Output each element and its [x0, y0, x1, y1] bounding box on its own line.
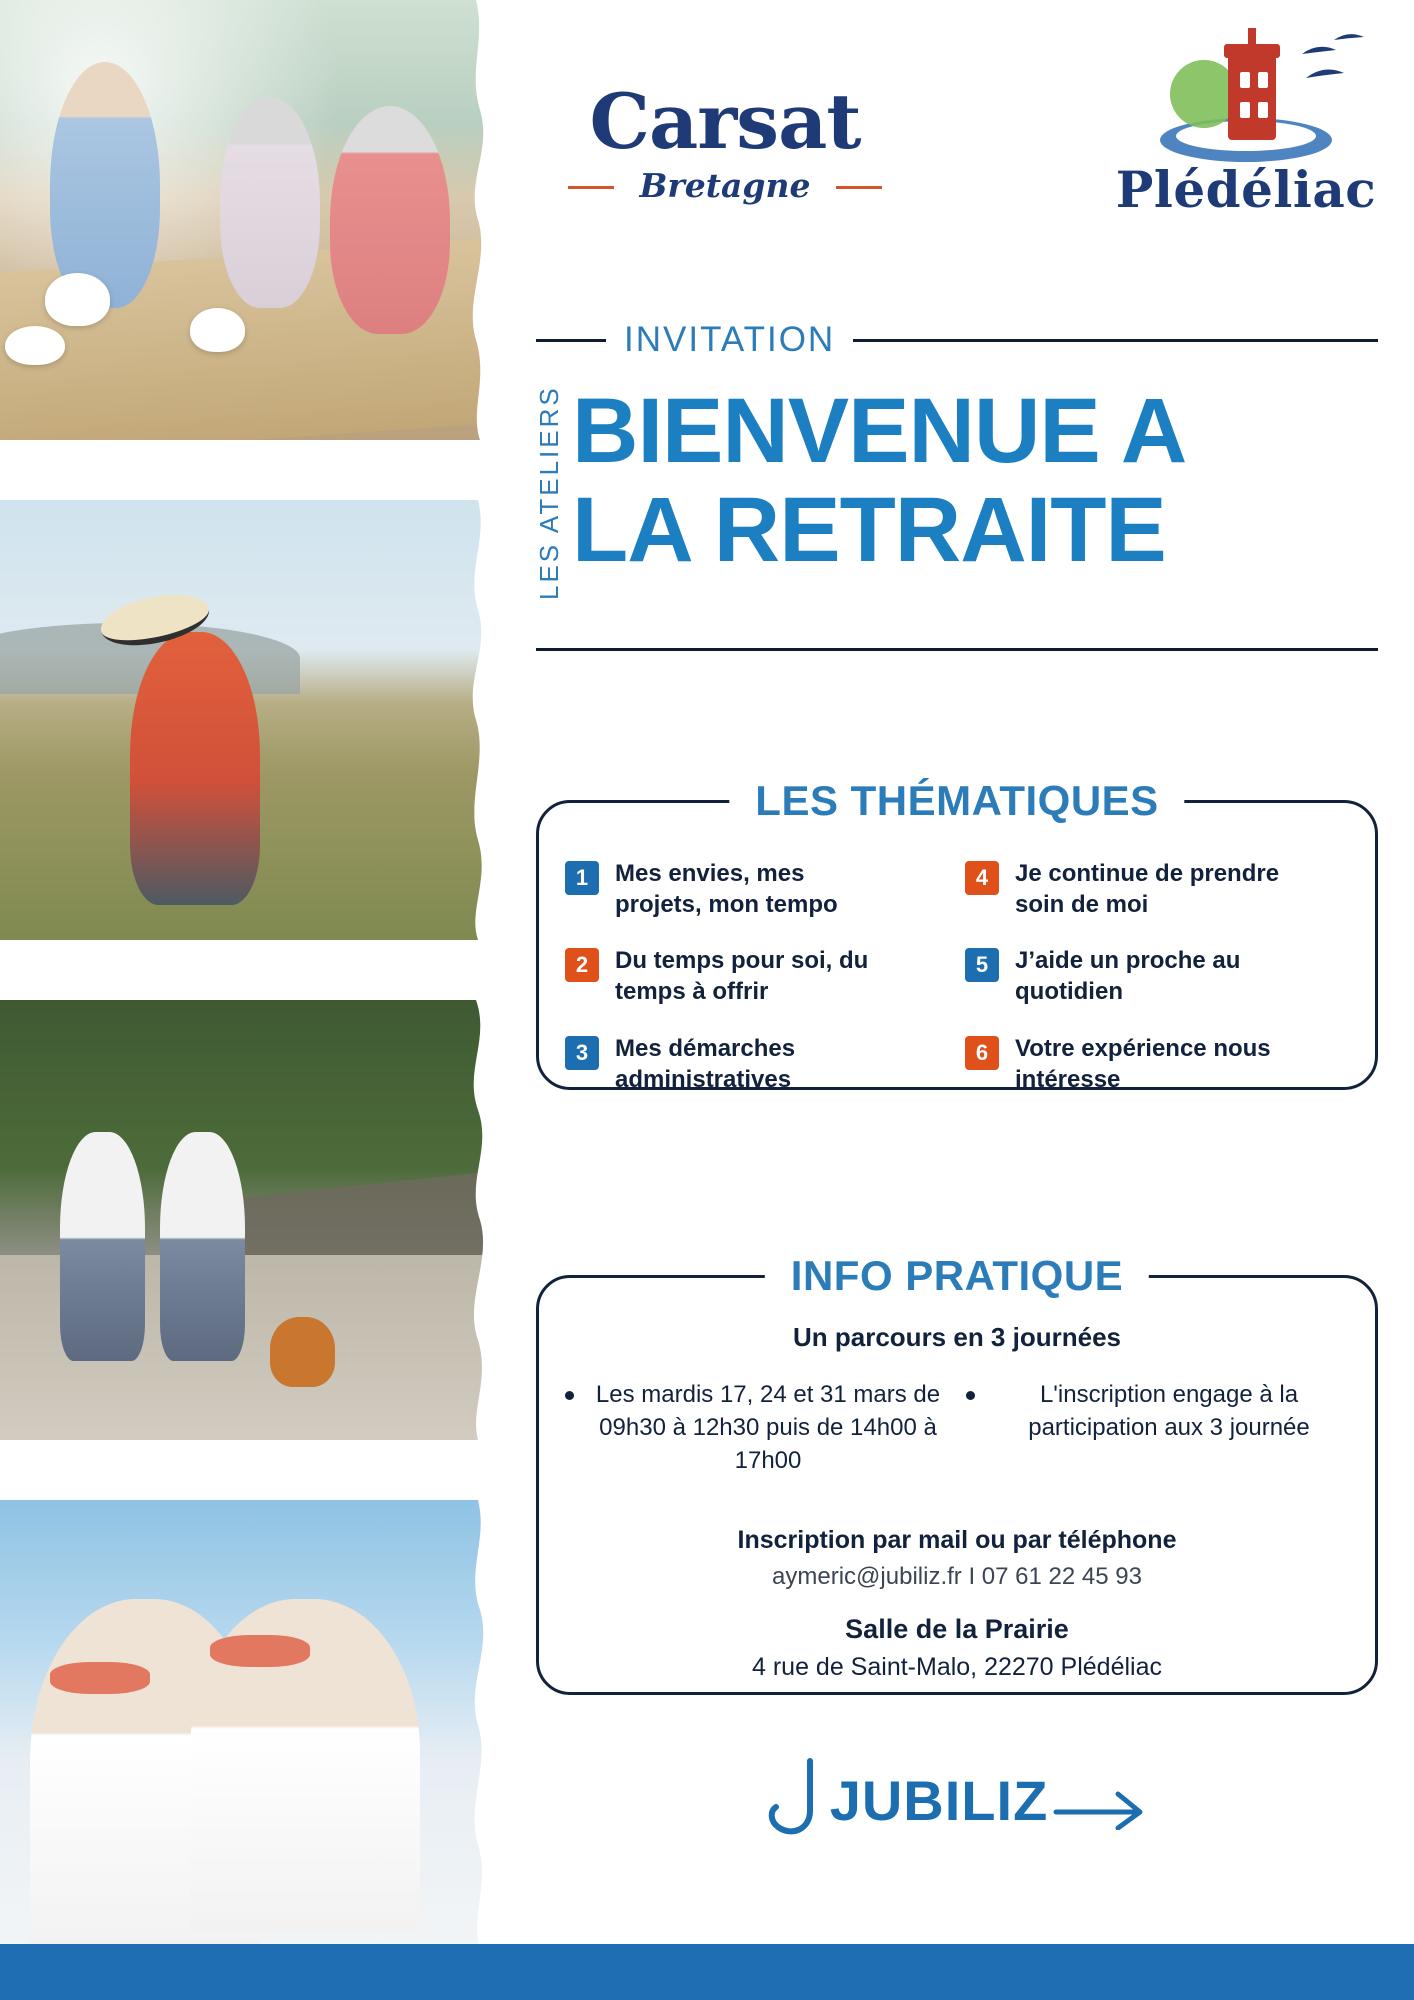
footer-bar [0, 1944, 1414, 2000]
info-bullet-commitment-text: L'inscription engage à la participation aux 3 journée [1028, 1381, 1310, 1442]
theme-label-1: Mes envies, mes projets, mon tempo [615, 860, 838, 918]
theme-label-3: Mes démarches administratives [615, 1034, 796, 1093]
themes-box-title: LES THÉMATIQUES [729, 777, 1184, 825]
photo-torn-edge [456, 1000, 500, 1440]
info-box-title: INFO PRATIQUE [765, 1252, 1149, 1300]
bullet-dot-icon [966, 1391, 975, 1400]
theme-number-6: 6 [965, 1036, 999, 1070]
tower-logo-icon [1096, 20, 1396, 170]
jubiliz-j-icon [766, 1757, 826, 1843]
theme-number-5: 5 [965, 948, 999, 982]
info-contact [539, 1526, 1375, 1591]
title-divider [536, 648, 1378, 651]
info-bullet-commitment [966, 1378, 1349, 1477]
carsat-logo [560, 77, 890, 205]
invitation-row [500, 320, 1414, 360]
theme-item-2 [565, 946, 955, 1007]
carsat-logo-name: Carsat [589, 77, 861, 166]
invitation-rule-left [536, 339, 606, 342]
photo-couple-dog-walk [0, 1000, 500, 1440]
themes-box [536, 777, 1378, 1093]
info-venue: Salle de la Prairie [845, 1614, 1069, 1644]
arrow-icon [1052, 1770, 1148, 1830]
photo-two-women-selfie [0, 1500, 500, 1950]
page-title-line2: LA RETRAITE [572, 479, 1166, 582]
photo-woman-hat-field [0, 500, 500, 940]
title-block [500, 380, 1414, 710]
info-bullet-dates [565, 1378, 948, 1477]
themes-grid [565, 859, 1355, 1095]
pledeliac-logo [1096, 20, 1396, 240]
photo-torn-edge [456, 0, 500, 440]
info-address: 4 rue de Saint-Malo, 22270 Plédéliac [752, 1653, 1162, 1681]
theme-label-2: Du temps pour soi, du temps à offrir [615, 947, 869, 1006]
info-place [539, 1614, 1375, 1682]
photo-torn-edge [456, 1500, 500, 1950]
les-ateliers-vertical-label: LES ATELIERS [534, 385, 564, 600]
page-title-line1: BIENVENUE A [572, 380, 1187, 482]
photo-seniors-cafe [0, 0, 500, 440]
info-contact-detail[interactable]: aymeric@jubiliz.fr I 07 61 22 45 93 [772, 1563, 1142, 1590]
theme-item-1 [565, 859, 955, 920]
info-contact-heading: Inscription par mail ou par téléphone [737, 1526, 1177, 1554]
jubiliz-logo-name: JUBILIZ [829, 1768, 1049, 1832]
theme-item-4 [965, 859, 1355, 920]
theme-item-3 [565, 1034, 955, 1095]
theme-item-5 [965, 946, 1355, 1007]
info-bullets [565, 1378, 1349, 1477]
theme-item-6 [965, 1034, 1355, 1095]
theme-number-2: 2 [565, 948, 599, 982]
photo-torn-edge [456, 500, 500, 940]
theme-label-4: Je continue de prendre soin de moi [1015, 860, 1280, 918]
page-title [572, 382, 1412, 581]
carsat-logo-region: Bretagne [560, 166, 890, 205]
invitation-rule-right [853, 339, 1378, 342]
jubiliz-logo [500, 1745, 1414, 1855]
theme-number-3: 3 [565, 1036, 599, 1070]
info-bullet-dates-text: Les mardis 17, 24 et 31 mars de 09h30 à 12h30 puis de 14h00 à 17h00 [595, 1381, 941, 1475]
content-column [500, 0, 1414, 1950]
theme-number-1: 1 [565, 861, 599, 895]
info-subtitle: Un parcours en 3 journées [793, 1322, 1121, 1352]
photo-column [0, 0, 500, 1950]
info-box [536, 1252, 1378, 1695]
bullet-dot-icon [565, 1391, 574, 1400]
footer-bar-left [0, 1944, 500, 2000]
theme-number-4: 4 [965, 861, 999, 895]
invitation-label: INVITATION [624, 320, 836, 359]
pledeliac-logo-name: Plédéliac [1115, 160, 1377, 219]
theme-label-6: Votre expérience nous intéresse [1015, 1034, 1271, 1093]
theme-label-5: J’aide un proche au quotidien [1015, 947, 1241, 1006]
